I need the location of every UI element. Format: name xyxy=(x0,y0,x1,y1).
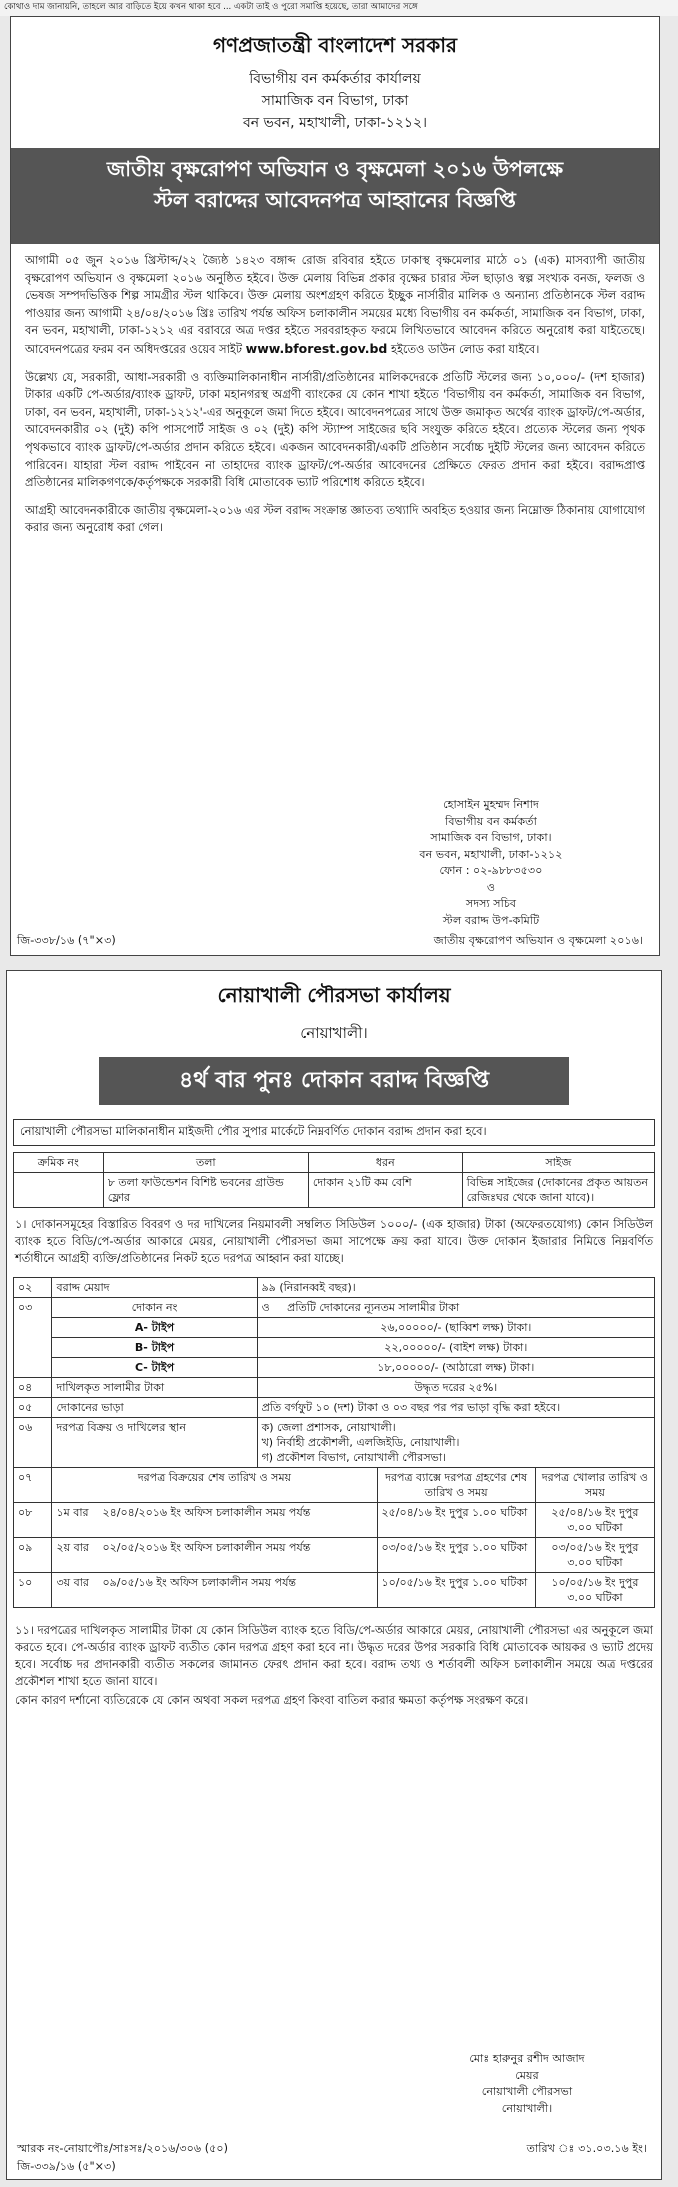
type-a-label: A- টাইপ xyxy=(52,1318,257,1338)
dept-name: সামাজিক বন বিভাগ, ঢাকা xyxy=(261,93,409,109)
row-no: ০৯ xyxy=(14,1538,52,1573)
sig-and: ও xyxy=(486,880,496,894)
notice2-header xyxy=(7,971,661,1047)
type-b-label: B- টাইপ xyxy=(52,1338,257,1358)
sig-member: সদস্য সচিব xyxy=(465,897,517,910)
sig-org: নোয়াখালী পৌরসভা xyxy=(481,2085,573,2098)
website-suffix: হইতেও ডাউন লোড করা যাইবে। xyxy=(387,341,540,356)
col-type: ধরন xyxy=(308,1153,462,1173)
office-address: বন ভবন, মহাখালী, ঢাকা-১২১২। xyxy=(242,115,428,131)
sig-title: মেয়র xyxy=(515,2068,539,2082)
place-line-1: ক) জেলা প্রশাসক, নোয়াখালী। xyxy=(261,1421,396,1434)
cell-serial xyxy=(14,1173,104,1208)
table-row xyxy=(14,1418,655,1468)
table-row xyxy=(14,1378,655,1398)
col-size: সাইজ xyxy=(462,1153,654,1173)
row-label: দাখিলকৃত সালামীর টাকা xyxy=(52,1378,257,1398)
clause-11: ১১। দরপত্রের দাখিলকৃত সালামীর টাকা যে কোন সিডিউল ব্যাংক হতে বিডি/পে-অর্ডার আকারে মেয়র, নোয়াখালী পৌরসভা এর অনুকূলে জমা করতে হবে। পে-অর্ডার ব্যাংক ড্রাফট ব্যতীত কোন দরপত্র গ্রহণ করা হবে না। উদ্ধৃত দরের উপর সরকারি বিধি মোতাবেক আয়কর ও ভ্যাট প্রদেয় হবে। সর্বোচ্চ দর প্রদানকারী ব্যতীত সকলের জামানত ফেরৎ প্রদান করা হবে। বরাদ্দ তথ্য ও শর্তাবলী অফিস চলাকালীন সময়ে অত্র দপ্তরের প্রকৌশল শাখা হতে জানা যাবে। xyxy=(15,1623,653,1688)
banner-line-1: জাতীয় বৃক্ষরোপণ অভিযান ও বৃক্ষমেলা ২০১৬ উপলক্ষে xyxy=(106,157,564,181)
row-heading-left: দোকান নং xyxy=(52,1298,257,1318)
notice1-paragraph-3: আগ্রহী আবেদনকারীকে জাতীয় বৃক্ষমেলা-২০১৬ এর স্টল বরাদ্দ সংক্রান্ত জ্ঞাতব্য তথ্যাদি অবহিত হওয়ার জন্য নিম্নোক্ত ঠিকানায় যোগাযোগ করার জন্য অনুরোধ করা গেল। xyxy=(25,502,645,535)
sig-dept: সামাজিক বন বিভাগ, ঢাকা। xyxy=(430,831,552,844)
cell-type: দোকান ২১টি কম বেশি xyxy=(308,1173,462,1208)
row-no: ০৬ xyxy=(14,1418,52,1468)
type-c-amount: ১৮,০০০০০/- (আঠারো লক্ষ) টাকা। xyxy=(257,1358,654,1378)
table-row xyxy=(14,1298,655,1318)
table-row xyxy=(14,1338,655,1358)
schedule-head-submit: দরপত্র ব্যাক্সে দরপত্র গ্রহণের শেষ তারিখ ও সময় xyxy=(377,1468,535,1503)
schedule-head-open: দরপত্র খোলার তারিখ ও সময় xyxy=(535,1468,654,1503)
schedule-sale xyxy=(52,1538,377,1573)
shop-table xyxy=(13,1152,655,1208)
row-no: ১০ xyxy=(14,1573,52,1608)
schedule-sale-date: ২৪/০৪/২০১৬ ইং অফিস চলাকালীন সময় পর্যন্ত xyxy=(102,1506,311,1519)
notice2-intro: নোয়াখালী পৌরসভা মালিকানাধীন মাইজদী পৌর সুপার মার্কেটে নিম্নবর্ণিত দোকান বরাদ্দ প্রদান করা হবে। xyxy=(13,1119,655,1146)
gov-title: গণপ্রজাতন্ত্রী বাংলাদেশ সরকার xyxy=(213,33,457,57)
row-value: উদ্ধৃত দরের ২৫%। xyxy=(257,1378,654,1398)
row-value: ৯৯ (নিরানব্বই বছর)। xyxy=(257,1278,654,1298)
table-row xyxy=(14,1173,655,1208)
schedule-round: ২য় বার xyxy=(56,1541,89,1554)
schedule-sale-date: ০৯/০৫/১৬ ইং অফিস চলাকালীন সময় পর্যন্ত xyxy=(102,1576,297,1589)
type-a-amount: ২৬,০০০০০/- (ছাব্বিশ লক্ষ) টাকা। xyxy=(257,1318,654,1338)
sig-name: মোঃ হারুনুর রশীদ আজাদ xyxy=(469,2052,585,2065)
col-floor: তলা xyxy=(103,1153,308,1173)
terms-table xyxy=(13,1277,655,1608)
sig-address: বন ভবন, মহাখালী, ঢাকা-১২১২ xyxy=(419,847,563,861)
schedule-head-sale: দরপত্র বিক্রয়ের শেষ তারিখ ও সময় xyxy=(52,1468,377,1503)
sig-committee: স্টল বরাদ্দ উপ-কমিটি xyxy=(442,913,540,927)
row-no: ০৫ xyxy=(14,1398,52,1418)
notice2-banner: ৪র্থ বার পুনঃ দোকান বরাদ্দ বিজ্ঞপ্তি xyxy=(99,1057,569,1105)
row-no: ০৩ xyxy=(14,1298,52,1378)
sig-name: হোসাইন মুহম্মদ নিশাদ xyxy=(443,798,539,811)
schedule-round: ৩য় বার xyxy=(56,1576,89,1589)
row-label: দরপত্র বিক্রয় ও দাখিলের স্থান xyxy=(52,1418,257,1468)
table-row xyxy=(14,1503,655,1538)
pourashava-notice xyxy=(6,970,662,2180)
forest-dept-notice xyxy=(10,16,660,956)
clause-1: ১। দোকানসমূহের বিস্তারিত বিবরণ ও দর দাখিলের নিয়মাবলী সম্বলিত সিডিউল ১০০০/- (এক হাজার) টাকা (অফেরতযোগ্য) কোন সিডিউল ব্যাংক হতে বিডি/পে-অর্ডার আকারে মেয়র, নোয়াখালী পৌরসভা জমা সাপেক্ষে ক্রয় করা যাবে। উক্ত দোকান ইজারার নিমিত্তে নিম্নবর্ণিত শর্তাধীনে আগ্রহী ব্যক্তি/প্রতিষ্ঠানের নিকট হতে দরপত্র আহ্বান করা যাচ্ছে। xyxy=(15,1217,653,1265)
notice1-paragraph-2: উল্লেখ্য যে, সরকারী, আধা-সরকারী ও ব্যক্তিমালিকানাধীন নার্সারী/প্রতিষ্ঠানের মালিকদেরকে প্রতিটি স্টলের জন্য ১০,০০০/- (দশ হাজার) টাকার একটি পে-অর্ডার/ব্যাংক ড্রাফট, ঢাকা মহানগরস্থ অগ্রণী ব্যাংকের যে কোন শাখা হইতে 'বিভাগীয় বন কর্মকর্তা, সামাজিক বন বিভাগ, ঢাকা, বন ভবন, মহাখালী, ঢাকা-১২১২'-এর অনুকূলে জমা দিতে হইবে। আবেদনপত্রের সাথে উক্ত জমাকৃত অর্থের ব্যাংক ড্রাফট/পে-অর্ডার, আবেদনকারীর ০২ (দুই) কপি পাসপোর্ট সাইজ ও ০২ (দুই) কপি স্ট্যাম্প সাইজের ছবি সংযুক্ত করিতে হইবে। প্রত্যেক স্টলের জন্য পৃথক পৃথকভাবে ব্যাংক ড্রাফট/পে-অর্ডার প্রদান করিতে হইবে। একজন আবেদনকারী/একটি প্রতিষ্ঠান সর্বোচ্চ দুইটি স্টলের জন্য আবেদন করিতে পারিবেন। যাহারা স্টল বরাদ্দ পাইবেন না তাহাদের ব্যাংক ড্রাফট/পে-অর্ডার আবেদনের প্রেক্ষিতে ফেরত প্রদান করা হইবে। বরাদ্দপ্রাপ্ত প্রতিষ্ঠানের মালিকগণকে/কর্তৃপক্ষকে সরকারী বিধি মোতাবেক ভ্যাট পরিশোধ করিতে হইবে। xyxy=(25,369,645,490)
heading-and: ও xyxy=(261,1301,270,1314)
table-row xyxy=(14,1358,655,1378)
notice2-place: নোয়াখালী। xyxy=(300,1024,368,1042)
cell-floor: ৮ তলা ফাউন্ডেশন বিশিষ্ট ভবনের গ্রাউন্ড ফ্লোর xyxy=(103,1173,308,1208)
schedule-round: ১ম বার xyxy=(56,1506,89,1519)
type-b-amount: ২২,০০০০০/- (বাইশ লক্ষ) টাকা। xyxy=(257,1338,654,1358)
notice1-header xyxy=(11,17,659,134)
heading-min-salami: প্রতিটি দোকানের ন্যূনতম সালামীর টাকা xyxy=(287,1301,460,1314)
notice1-paragraph-1 xyxy=(11,252,659,359)
schedule-submit: ২৫/০৪/১৬ ইং দুপুর ১.০০ ঘটিকা xyxy=(377,1503,535,1538)
type-c-label: C- টাইপ xyxy=(52,1358,257,1378)
notice2-signature xyxy=(417,2051,637,2117)
top-clipping-strip: কোথাও দাম জানায়নি, তাহলে আর বাড়িতে ইয়ে কখন থাকা হবে ... একটা তাই ও পুরো সমাপ্তি হয়েছে, তারা আমাদের সঙ্গে xyxy=(0,0,678,16)
schedule-open: ০৩/০৫/১৬ ইং দুপুর ৩.০০ ঘটিকা xyxy=(535,1538,654,1573)
table-row xyxy=(14,1468,655,1503)
schedule-open: ১০/০৫/১৬ ইং দুপুর ৩.০০ ঘটিকা xyxy=(535,1573,654,1608)
banner-line-2: স্টল বরাদ্দের আবেদনপত্র আহ্বানের বিজ্ঞপ্তি xyxy=(154,188,516,212)
table-row xyxy=(14,1278,655,1298)
row-label: বরাদ্দ মেয়াদ xyxy=(52,1278,257,1298)
row-value xyxy=(257,1418,654,1468)
memo-number: স্মারক নং-নোয়াপৌঃ/সাঃসঃ/২০১৬/৩০৬ (৫০) xyxy=(17,2142,228,2155)
sig-title: বিভাগীয় বন কর্মকর্তা xyxy=(445,814,537,828)
para1-text: আগামী ০৫ জুন ২০১৬ খ্রিস্টাব্দ/২২ জ্যৈষ্ঠ ১৪২৩ বঙ্গাব্দ রোজ রবিবার হইতে ঢাকাস্থ বৃক্ষমেলার মাঠে ০১ (এক) মাসব্যাপী জাতীয় বৃক্ষরোপণ অভিযান ও বৃক্ষমেলা ২০১৬ অনুষ্ঠিত হইবে। উক্ত মেলায় বিভিন্ন প্রকার বৃক্ষের চারার স্টল ছাড়াও স্বল্প সংখ্যক বনজ, ফলজ ও ভেষজ সম্পদভিত্তিক শিল্প সামগ্রীর স্টল থাকিবে। উক্ত মেলায় অংশগ্রহণ করিতে ইচ্ছুক নার্সারীর মালিক ও অন্যান্য প্রতিষ্ঠানকে স্টল বরাদ্দ পাওয়ার জন্য আগামী ২৪/০৪/২০১৬ খ্রিঃ তারিখ পর্যন্ত অফিস চলাকালীন সময়ের মধ্যে বিভাগীয় বন কর্মকর্তা, সামাজিক বন বিভাগ, ঢাকা, বন ভবন, মহাখালী, ঢাকা-১২১২ এর বরাবরে অত্র দপ্তর হইতে সরবরাহকৃত ফরমে লিখিতভাবে আবেদন করিতে অনুরোধ করা যাইতেছে। আবেদনপত্রের ফরম বন অধিদপ্তরের ওয়েব সাইট xyxy=(25,253,645,356)
schedule-sale xyxy=(52,1573,377,1608)
schedule-sale xyxy=(52,1503,377,1538)
shop-table-header xyxy=(14,1153,655,1173)
row-no: ০২ xyxy=(14,1278,52,1298)
row-label: দোকানের ভাড়া xyxy=(52,1398,257,1418)
notice1-ref: জি-৩৩৮/১৬ (৭"×৩) xyxy=(17,934,116,947)
sig-phone: ফোন : ০২-৯৮৮৩৫৩০ xyxy=(439,864,543,877)
notice1-signature xyxy=(341,797,641,929)
row-no: ০৪ xyxy=(14,1378,52,1398)
cell-size: বিভিন্ন সাইজের (দোকানের প্রকৃত আয়তন রেজিঃঘর থেকে জানা যাবে)। xyxy=(462,1173,654,1208)
notice2-date: তারিখ ঃ ৩১.০৩.১৬ ইং। xyxy=(526,2142,647,2155)
row-value: প্রতি বর্গফুট ১০ (দশ) টাকা ও ০৩ বছর পর পর ভাড়া বৃদ্ধি করা হইবে। xyxy=(257,1398,654,1418)
place-line-3: গ) প্রকৌশল বিভাগ, নোয়াখালী পৌরসভা। xyxy=(261,1451,446,1464)
website-link: www.bforest.gov.bd xyxy=(245,340,388,356)
row-heading-right xyxy=(257,1298,654,1318)
schedule-submit: ১০/০৫/১৬ ইং দুপুর ১.০০ ঘটিকা xyxy=(377,1573,535,1608)
row-no: ০৭ xyxy=(14,1468,52,1503)
schedule-submit: ০৩/০৫/১৬ ইং দুপুর ১.০০ ঘটিকা xyxy=(377,1538,535,1573)
notice2-title: নোয়াখালী পৌরসভা কার্যালয় xyxy=(217,983,451,1007)
schedule-sale-date: ০২/০৫/২০১৬ ইং অফিস চলাকালীন সময় পর্যন্ত xyxy=(102,1541,311,1554)
clause-last: কোন কারণ দর্শানো ব্যতিরেকে যে কোন অথবা সকল দরপত্র গ্রহণ কিংবা বাতিল করার ক্ষমতা কর্তৃপক্ষ সংরক্ষণ করে। xyxy=(15,1693,529,1707)
table-row xyxy=(14,1538,655,1573)
office-name: বিভাগীয় বন কর্মকর্তার কার্যালয় xyxy=(249,71,421,87)
sig-event: জাতীয় বৃক্ষরোপণ অভিযান ও বৃক্ষমেলা ২০১৬। xyxy=(433,934,643,947)
row-no: ০৮ xyxy=(14,1503,52,1538)
sig-place: নোয়াখালী। xyxy=(501,2101,553,2115)
col-serial: ক্রমিক নং xyxy=(14,1153,104,1173)
table-row xyxy=(14,1398,655,1418)
schedule-open: ২৫/০৪/১৬ ইং দুপুর ৩.০০ ঘটিকা xyxy=(535,1503,654,1538)
table-row xyxy=(14,1318,655,1338)
table-row xyxy=(14,1573,655,1608)
notice1-banner xyxy=(11,148,659,244)
place-line-2: খ) নির্বাহী প্রকৌশলী, এলজিইডি, নোয়াখালী। xyxy=(261,1436,460,1449)
notice2-ref: জি-৩৩৯/১৬ (৫"×৩) xyxy=(17,2160,116,2173)
